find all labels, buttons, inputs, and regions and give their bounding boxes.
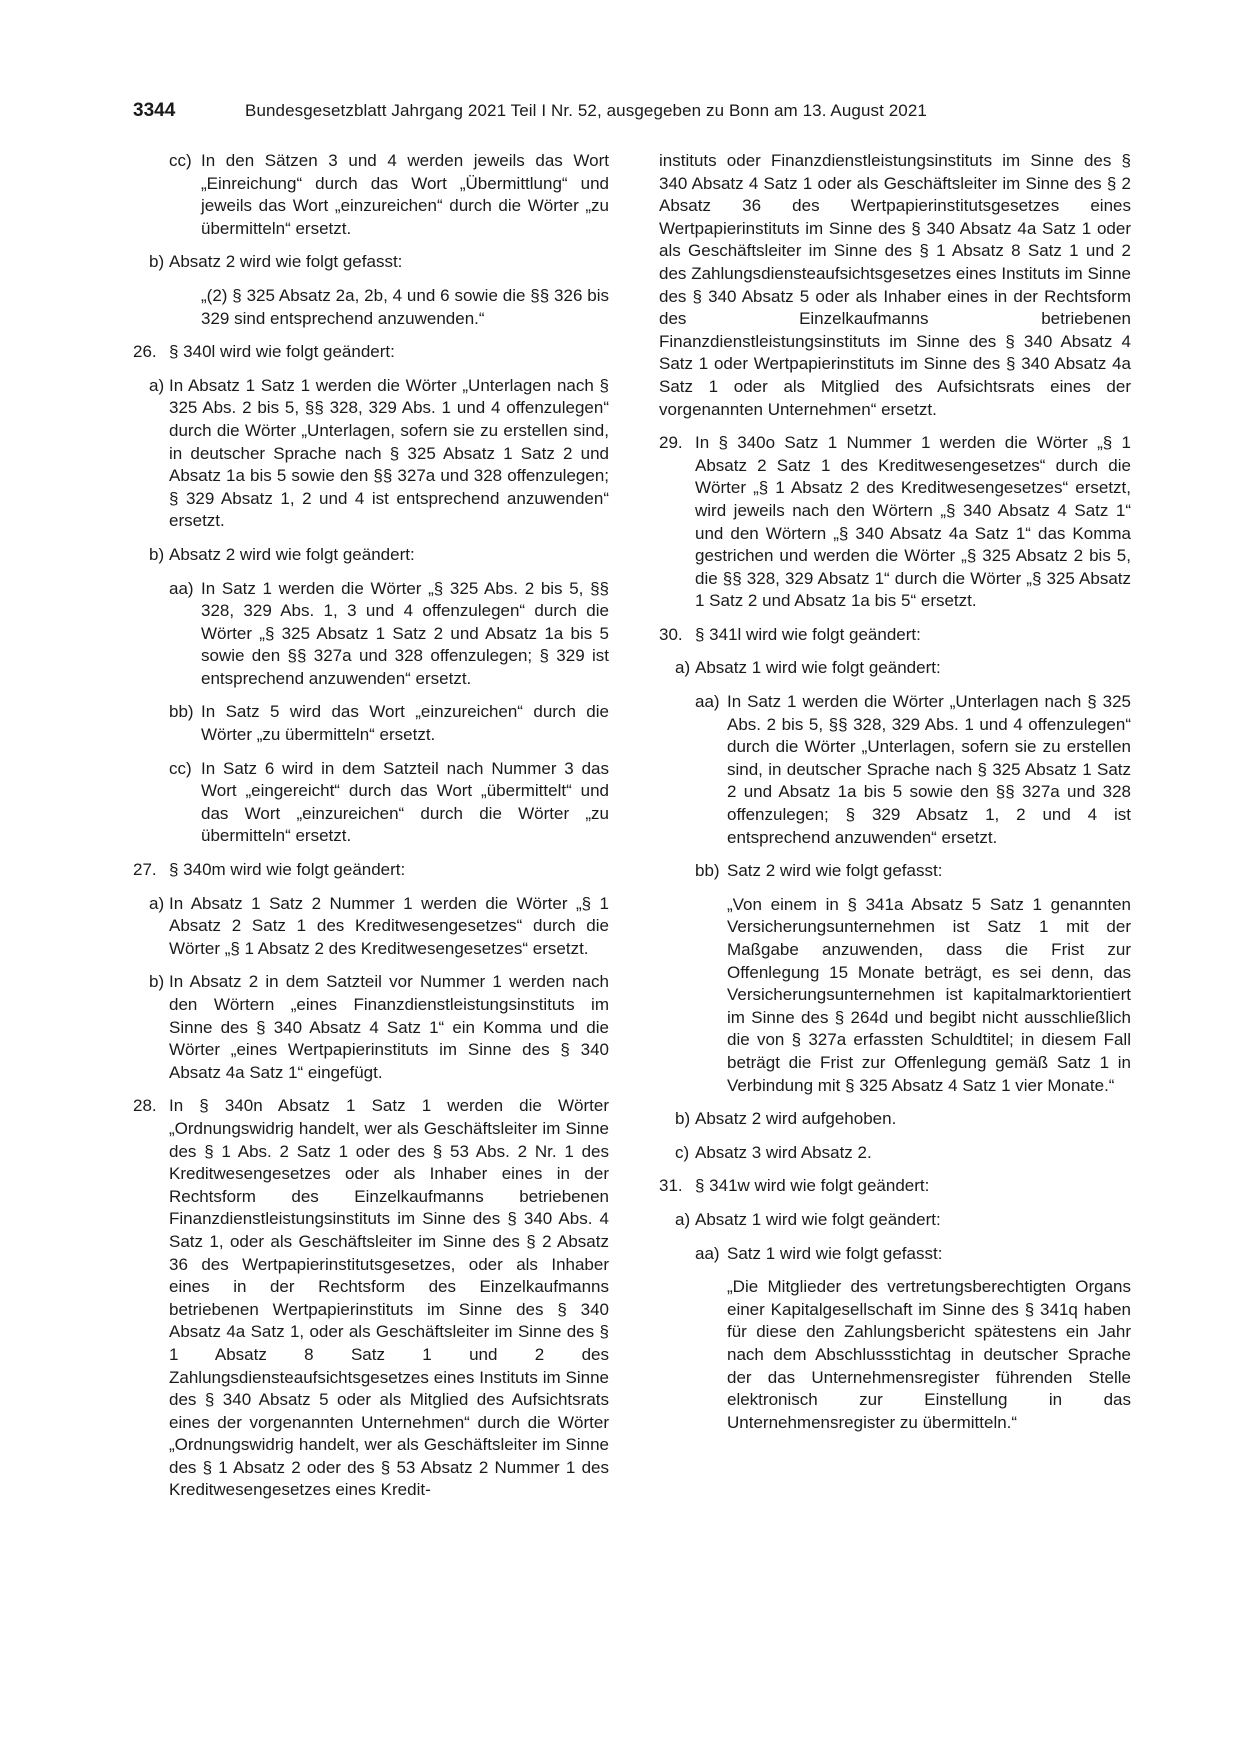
list-item: aa) In Satz 1 werden die Wörter „§ 325 Abs. 2 bis 5, §§ 328, 329 Abs. 1, 3 und 4 offenzulegen“ durch die Wörter „§ 325 Absatz 1 Satz 2 und Absatz 1a bis 5 sowie den §§ 327a und 328 offenzulegen; § 329 ist entsprechend anzuwenden“ ersetzt. (169, 578, 609, 688)
list-item: a) Absatz 1 wird wie folgt geändert: (675, 1209, 941, 1229)
page-number: 3344 (133, 100, 176, 121)
header-title: Bundesgesetzblatt Jahrgang 2021 Teil I Nr. 52, ausgegeben zu Bonn am 13. August 2021 (245, 101, 927, 120)
list-item: a) Absatz 1 wird wie folgt geändert: (675, 658, 941, 678)
list-item: 26. § 340l wird wie folgt geändert: (133, 342, 395, 362)
list-item: b) Absatz 2 wird wie folgt geändert: (149, 544, 415, 564)
list-item: b) In Absatz 2 in dem Satzteil vor Nummer 1 werden nach den Wörtern „eines Finanzdienstleistungsinstituts im Sinne des § 340 Absatz 4 Satz 1“ ein Komma und die Wörter „eines Wertpapierinstituts im Sinne des § 340 Absatz 4a Satz 1“ eingefügt. (149, 972, 609, 1082)
right-column (659, 150, 1131, 1445)
list-item: bb) In Satz 5 wird das Wort „einzureichen“ durch die Wörter „zu übermitteln“ ersetzt. (169, 702, 609, 745)
list-item: 30. § 341l wird wie folgt geändert: (659, 624, 921, 644)
list-item: a) In Absatz 1 Satz 1 werden die Wörter „Unterlagen nach § 325 Abs. 2 bis 5, §§ 328, 329 Abs. 1 und 4 offenzulegen“ durch die Wörter „Unterlagen, sofern sie zu erstellen sind, in deutscher Sprache nach § 325 Absatz 1 Satz 2 und Absatz 1a bis 5 sowie den §§ 327a und 328 offenzulegen; § 329 Absatz 1, 2 und 4 ist entsprechend anzuwenden“ ersetzt. (149, 375, 609, 531)
continued-text: instituts oder Finanzdienstleistungsinstituts im Sinne des § 340 Absatz 4 Satz 1 oder als Geschäftsleiter im Sinne des § 2 Absatz 36 des Wertpapierinstitutsgesetzes eines Wertpapierinstituts im Sinne des § 340 Absatz 4a Satz 1 oder als Geschäftsleiter im Sinne des § 1 Absatz 8 Satz 1 und 2 des Zahlungsdiensteaufsichtsgesetzes eines Instituts im Sinne des § 340 Absatz 5 oder als Inhaber eines in der Rechtsform des Einzelkaufmanns betriebenen Finanzdienstleistungsinstituts im Sinne des § 340 Absatz 4 Satz 1 oder Wertpapierinstituts im Sinne des § 340 Absatz 4a Satz 1 oder als Mitglied des Aufsichtsrats eines der vorgenannten Unternehmen“ ersetzt. (659, 151, 1131, 419)
quoted-text: „Von einem in § 341a Absatz 5 Satz 1 genannten Versicherungsunternehmen ist Satz 1 mit der Maßgabe anzuwenden, dass die Frist zur Offenlegung 15 Monate beträgt, es sei denn, das Versicherungsunternehmen ist kapitalmarktorientiert im Sinne des § 264d und begibt nicht ausschließlich die von § 327a erfassten Schuldtitel; in diesem Fall beträgt die Frist zur Offenlegung gemäß Satz 1 in Verbindung mit § 325 Absatz 4 Satz 1 vier Monate.“ (727, 894, 1131, 1095)
list-item: cc) In den Sätzen 3 und 4 werden jeweils das Wort „Einreichung“ durch das Wort „Übermittlung“ und jeweils das Wort „einzureichen“ durch die Wörter „zu übermitteln“ ersetzt. (169, 151, 609, 238)
page-header (133, 100, 1003, 128)
quoted-text: „(2) § 325 Absatz 2a, 2b, 4 und 6 sowie die §§ 326 bis 329 sind entsprechend anzuwenden.“ (201, 285, 609, 328)
list-item: 28. In § 340n Absatz 1 Satz 1 werden die Wörter „Ordnungswidrig handelt, wer als Geschäftsleiter im Sinne des § 1 Abs. 2 Satz 1 oder des § 53 Abs. 2 Nr. 1 des Kreditwesengesetzes oder als Inhaber eines in der Rechtsform des Einzelkaufmanns betriebenen Finanzdienstleistungsinstituts im Sinne des § 340 Abs. 4 Satz 1, oder als Geschäftsleiter im Sinne des § 2 Absatz 36 des Wertpapierinstitutsgesetzes, oder als Inhaber eines in der Rechtsform des Einzelkaufmanns betriebenen Wertpapierinstituts im Sinne des § 340 Absatz 4a Satz 1, oder als Geschäftsleiter im Sinne des § 1 Absatz 8 Satz 1 und 2 des Zahlungsdiensteaufsichtsgesetzes eines Instituts im Sinne des § 340 Absatz 5 oder als Mitglied des Aufsichtsrats eines der vorgenannten Unternehmen“ durch die Wörter „Ordnungswidrig handelt, wer als Geschäftsleiter im Sinne des § 1 Absatz 2 oder des § 53 Absatz 2 Nummer 1 des Kreditwesengesetzes eines Kredit- (133, 1096, 609, 1500)
list-item: aa) Satz 1 wird wie folgt gefasst: (695, 1243, 943, 1263)
list-item: 31. § 341w wird wie folgt geändert: (659, 1176, 930, 1196)
list-item: cc) In Satz 6 wird in dem Satzteil nach Nummer 3 das Wort „eingereicht“ durch das Wort „übermittelt“ und das Wort „einzureichen“ durch die Wörter „zu übermitteln“ ersetzt. (169, 758, 609, 846)
list-item: aa) In Satz 1 werden die Wörter „Unterlagen nach § 325 Abs. 2 bis 5, §§ 328, 329 Abs. 1 und 4 offenzulegen“ durch die Wörter „Unterlagen, sofern sie zu erstellen sind, in deutscher Sprache nach § 325 Absatz 1 Satz 2 und Absatz 1a bis 5 sowie den §§ 327a und 328 offenzulegen; § 329 Absatz 1, 2 und 4 ist entsprechend anzuwenden“ ersetzt. (695, 692, 1131, 847)
list-item: 27. § 340m wird wie folgt geändert: (133, 860, 406, 880)
left-column (133, 150, 609, 1513)
list-item: a) In Absatz 1 Satz 2 Nummer 1 werden die Wörter „§ 1 Absatz 2 Satz 1 des Kreditwesengesetzes“ durch die Wörter „§ 1 Absatz 2 des Kreditwesengesetzes“ ersetzt. (149, 893, 609, 958)
list-item: 29. In § 340o Satz 1 Nummer 1 werden die Wörter „§ 1 Absatz 2 Satz 1 des Kreditwesengesetzes“ durch die Wörter „§ 1 Absatz 2 des Kreditwesengesetzes“ ersetzt, wird jeweils nach den Wörtern „§ 340 Absatz 4 Satz 1“ und den Wörtern „§ 340 Absatz 4a Satz 1“ das Komma gestrichen und werden die Wörter „§ 325 Absatz 2 bis 5, die §§ 328, 329 Absatz 1“ durch die Wörter „§ 325 Absatz 1 Satz 2 und Absatz 1a bis 5“ ersetzt. (659, 433, 1131, 611)
list-item: b) Absatz 2 wird wie folgt gefasst: (149, 252, 403, 272)
list-item: b) Absatz 2 wird aufgehoben. (675, 1109, 897, 1129)
list-item: c) Absatz 3 wird Absatz 2. (675, 1142, 872, 1162)
quoted-text: „Die Mitglieder des vertretungsberechtigten Organs einer Kapitalgesellschaft im Sinne des § 341q haben für diese den Zahlungsbericht spätestens ein Jahr nach dem Abschlussstichtag in deutscher Sprache der das Unternehmensregister führenden Stelle elektronisch zur Einstellung in das Unternehmensregister zu übermitteln.“ (727, 1277, 1131, 1432)
list-item: bb) Satz 2 wird wie folgt gefasst: (695, 861, 943, 881)
